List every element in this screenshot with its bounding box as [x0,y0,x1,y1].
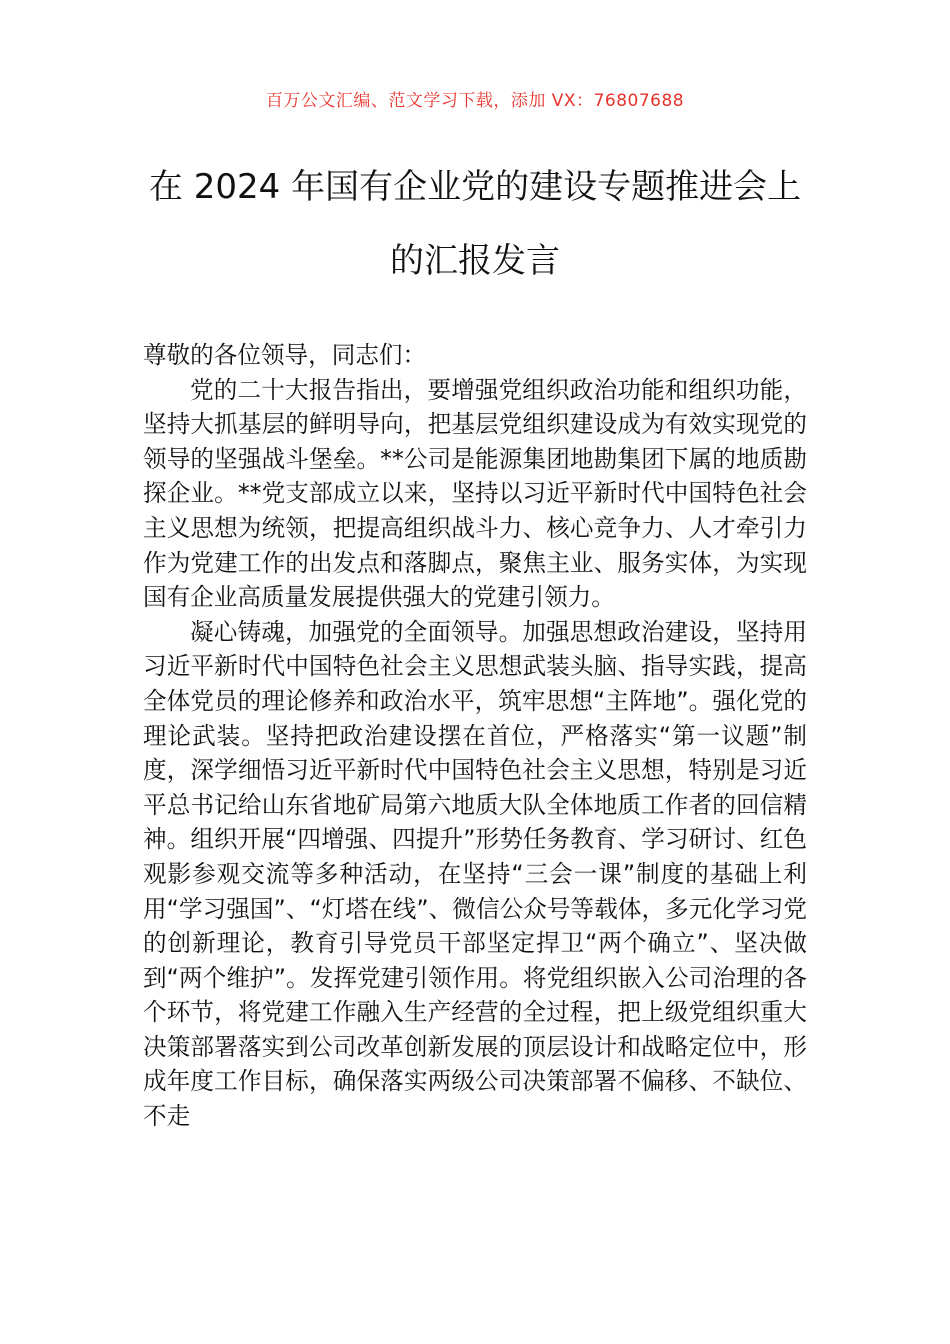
document-body [143,338,807,1134]
paragraph-2: 凝心铸魂，加强党的全面领导。加强思想政治建设，坚持用习近平新时代中国特色社会主义思想武装头脑、指导实践，提高全体党员的理论修养和政治水平，筑牢思想“主阵地”。强化党的理论武装。坚持把政治建设摆在首位，严格落实“第一议题”制度，深学细悟习近平新时代中国特色社会主义思想，特别是习近平总书记给山东省地矿局第六地质大队全体地质工作者的回信精神。组织开展“四增强、四提升”形势任务教育、学习研讨、红色观影参观交流等多种活动，在坚持“三会一课”制度的基础上利用“学习强国”、“灯塔在线”、微信公众号等载体，多元化学习党的创新理论，教育引导党员干部坚定捍卫“两个确立”、坚决做到“两个维护”。发挥党建引领作用。将党组织嵌入公司治理的各个环节，将党建工作融入生产经营的全过程，把上级党组织重大决策部署落实到公司改革创新发展的顶层设计和战略定位中，形成年度工作目标，确保落实两级公司决策部署不偏移、不缺位、不走 [143,617,807,1131]
title-line-2: 的汇报发言 [390,241,560,281]
title-line-1: 在 2024 年国有企业党的建设专题推进会上 [148,167,802,207]
salutation: 尊敬的各位领导，同志们： [143,341,427,369]
paragraph-1: 党的二十大报告指出，要增强党组织政治功能和组织功能，坚持大抓基层的鲜明导向，把基层党组织建设成为有效实现党的领导的坚强战斗堡垒。**公司是能源集团地勘集团下属的地质勘探企业。**党支部成立以来，坚持以习近平新时代中国特色社会主义思想为统领，把提高组织战斗力、核心竞争力、人才牵引力作为党建工作的出发点和落脚点，聚焦主业、服务实体，为实现国有企业高质量发展提供强大的党建引领力。 [143,375,807,612]
document-title [120,150,830,298]
header-note: 百万公文汇编、范文学习下载，添加 VX：76807688 [265,91,685,111]
